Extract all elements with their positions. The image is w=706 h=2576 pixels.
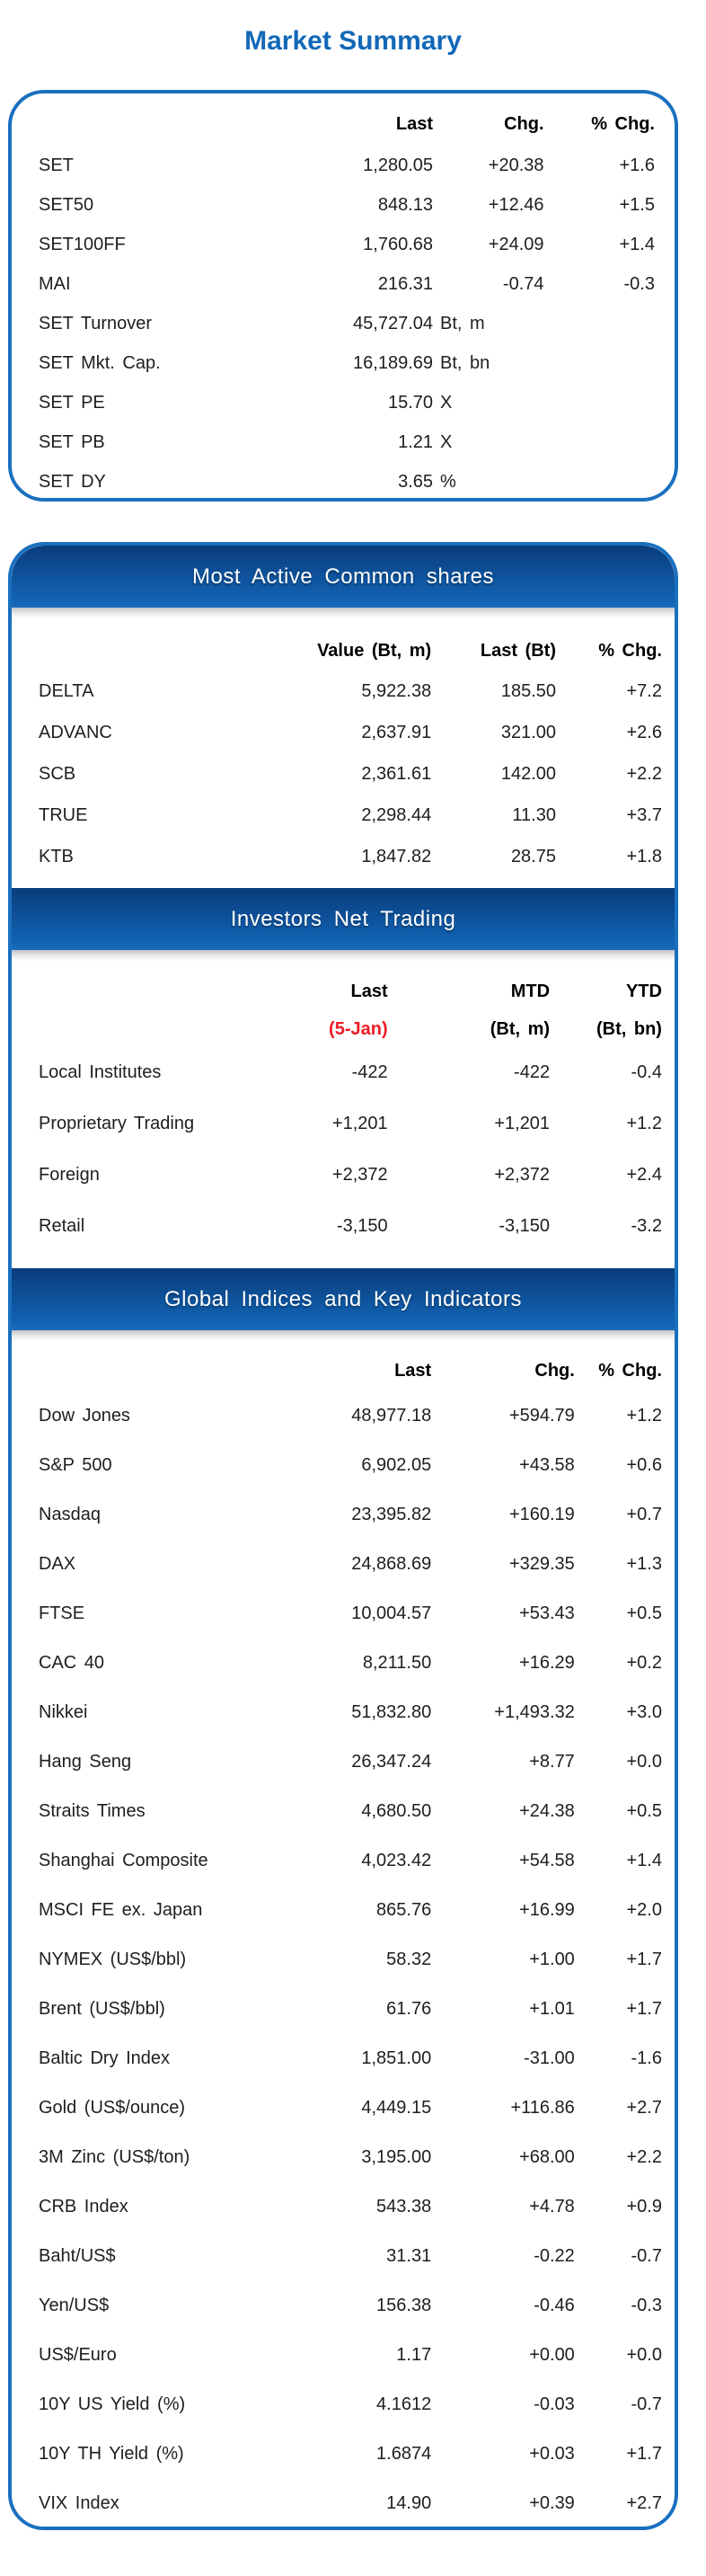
index-last: 4,680.50 bbox=[361, 1801, 432, 1821]
stock-last: 28.75 bbox=[510, 846, 556, 866]
index-last: 1.17 bbox=[396, 2345, 432, 2365]
row-chg: -0.74 bbox=[502, 273, 544, 294]
index-name: CAC 40 bbox=[39, 1653, 105, 1673]
investor-last: -3,150 bbox=[336, 1216, 388, 1236]
table-row bbox=[39, 225, 655, 264]
table-row bbox=[39, 1787, 662, 1836]
row-label: MAI bbox=[39, 273, 71, 294]
investor-mtd: -3,150 bbox=[499, 1216, 551, 1236]
index-last: 8,211.50 bbox=[362, 1653, 432, 1673]
index-pchg: +2.0 bbox=[626, 1900, 662, 1920]
stock-symbol: KTB bbox=[39, 846, 74, 866]
stock-value: 2,361.61 bbox=[361, 763, 432, 784]
index-last: 4,023.42 bbox=[361, 1851, 432, 1870]
index-name: Yen/US$ bbox=[39, 2296, 110, 2315]
header-shadow bbox=[12, 950, 675, 961]
investor-mtd: +1,201 bbox=[494, 1114, 551, 1133]
index-name: NYMEX (US$/bbl) bbox=[39, 1950, 187, 1969]
index-last: 51,832.80 bbox=[351, 1702, 432, 1722]
index-chg: +1.01 bbox=[529, 1999, 575, 2019]
index-chg: +1.00 bbox=[529, 1950, 575, 1969]
row-value: 1,760.68 bbox=[363, 234, 434, 254]
column-subheader-date: (5-Jan) bbox=[329, 1018, 388, 1039]
row-label: SET DY bbox=[39, 471, 106, 492]
index-chg: -0.22 bbox=[534, 2246, 575, 2266]
index-pchg: +2.2 bbox=[626, 2147, 662, 2167]
market-summary-report bbox=[0, 25, 706, 2530]
index-last: 865.76 bbox=[376, 1900, 432, 1920]
index-pchg: +1.3 bbox=[626, 1554, 662, 1574]
stock-value: 1,847.82 bbox=[361, 846, 432, 866]
table-row bbox=[39, 343, 655, 383]
index-chg: +43.58 bbox=[519, 1455, 575, 1475]
table-row bbox=[39, 2479, 662, 2528]
index-last: 156.38 bbox=[376, 2296, 432, 2315]
index-chg: +160.19 bbox=[508, 1505, 575, 1524]
investor-mtd: -422 bbox=[514, 1062, 551, 1082]
index-chg: +0.39 bbox=[529, 2493, 575, 2513]
index-pchg: +1.4 bbox=[626, 1851, 662, 1870]
index-name: Baht/US$ bbox=[39, 2246, 116, 2266]
investor-type: Foreign bbox=[39, 1165, 100, 1185]
index-last: 1.6874 bbox=[376, 2444, 432, 2464]
table-row bbox=[39, 264, 655, 304]
row-pchg: +1.6 bbox=[619, 155, 655, 175]
column-header-last: Last (Bt) bbox=[480, 640, 556, 661]
investor-ytd: +2.4 bbox=[626, 1165, 662, 1185]
index-chg: +16.99 bbox=[519, 1900, 575, 1920]
column-subheader-btm: (Bt, m) bbox=[490, 1018, 551, 1039]
set-summary-header-row bbox=[39, 102, 655, 146]
row-label: SET Mkt. Cap. bbox=[39, 352, 161, 373]
table-row bbox=[39, 185, 655, 225]
investors-header-row-2 bbox=[39, 1011, 662, 1047]
index-name: 3M Zinc (US$/ton) bbox=[39, 2147, 190, 2167]
row-value: 15.70 bbox=[387, 392, 434, 413]
index-pchg: +1.2 bbox=[626, 1406, 662, 1426]
index-last: 61.76 bbox=[386, 1999, 432, 2019]
most-active-rows bbox=[39, 671, 662, 877]
index-chg: +16.29 bbox=[519, 1653, 575, 1673]
row-unit: % bbox=[440, 471, 456, 492]
table-row bbox=[39, 671, 662, 712]
column-header-chg: Chg. bbox=[534, 1360, 575, 1381]
index-chg: +8.77 bbox=[529, 1752, 575, 1772]
section-header-most-active bbox=[12, 546, 675, 608]
stock-symbol: ADVANC bbox=[39, 722, 112, 742]
row-label: SET PB bbox=[39, 431, 105, 452]
investor-ytd: -3.2 bbox=[631, 1216, 662, 1236]
index-name: Dow Jones bbox=[39, 1406, 130, 1426]
index-name: Gold (US$/ounce) bbox=[39, 2098, 186, 2118]
index-pchg: -0.7 bbox=[631, 2394, 662, 2414]
column-header-mtd: MTD bbox=[510, 981, 551, 1001]
row-label: SET50 bbox=[39, 194, 94, 215]
index-last: 6,902.05 bbox=[361, 1455, 432, 1475]
index-chg: -0.46 bbox=[534, 2296, 575, 2315]
index-pchg: -0.3 bbox=[631, 2296, 662, 2315]
index-name: Shanghai Composite bbox=[39, 1851, 208, 1870]
section-title: Investors Net Trading bbox=[230, 906, 456, 931]
index-chg: +0.03 bbox=[529, 2444, 575, 2464]
table-row bbox=[39, 1589, 662, 1639]
row-unit: X bbox=[440, 431, 453, 452]
row-chg: +20.38 bbox=[488, 155, 544, 175]
stock-value: 2,637.91 bbox=[361, 722, 432, 742]
column-subheader-btbn: (Bt, bn) bbox=[596, 1018, 662, 1039]
index-name: FTSE bbox=[39, 1603, 85, 1623]
index-last: 58.32 bbox=[386, 1950, 432, 1969]
index-pchg: +1.7 bbox=[626, 2444, 662, 2464]
investors-rows bbox=[39, 1047, 662, 1252]
stock-value: 2,298.44 bbox=[361, 804, 432, 825]
index-name: US$/Euro bbox=[39, 2345, 117, 2365]
table-row bbox=[39, 304, 655, 343]
index-pchg: +0.5 bbox=[626, 1801, 662, 1821]
investor-type: Retail bbox=[39, 1216, 85, 1236]
investor-ytd: -0.4 bbox=[631, 1062, 662, 1082]
table-row bbox=[39, 1639, 662, 1688]
table-row bbox=[39, 1441, 662, 1490]
table-row bbox=[39, 2331, 662, 2380]
row-value: 3.65 bbox=[398, 471, 434, 492]
market-report-card bbox=[8, 542, 678, 2530]
row-value: 16,189.69 bbox=[353, 352, 434, 373]
stock-last: 142.00 bbox=[500, 763, 556, 784]
table-row bbox=[39, 1391, 662, 1441]
index-last: 26,347.24 bbox=[351, 1752, 432, 1772]
index-chg: -31.00 bbox=[524, 2048, 575, 2068]
index-name: CRB Index bbox=[39, 2197, 128, 2216]
row-label: SET100FF bbox=[39, 234, 126, 254]
stock-last: 11.30 bbox=[512, 804, 556, 825]
investor-type: Proprietary Trading bbox=[39, 1114, 195, 1133]
row-label: SET Turnover bbox=[39, 313, 153, 333]
index-pchg: +0.7 bbox=[626, 1505, 662, 1524]
index-name: Baltic Dry Index bbox=[39, 2048, 171, 2068]
table-row bbox=[39, 1098, 662, 1150]
table-row bbox=[39, 2429, 662, 2479]
column-header-last: Last bbox=[395, 113, 434, 134]
column-header-chg: Chg. bbox=[504, 113, 544, 134]
column-header-last: Last bbox=[350, 981, 388, 1001]
table-row bbox=[39, 795, 662, 836]
table-row bbox=[39, 1540, 662, 1589]
row-unit: Bt, m bbox=[440, 313, 485, 333]
investors-table bbox=[12, 961, 675, 1268]
stock-last: 185.50 bbox=[500, 680, 556, 701]
row-pchg: +1.5 bbox=[619, 194, 655, 215]
stock-pchg: +2.6 bbox=[626, 722, 662, 742]
index-last: 4.1612 bbox=[376, 2394, 432, 2414]
table-row bbox=[39, 2133, 662, 2182]
index-chg: +24.38 bbox=[519, 1801, 575, 1821]
table-row bbox=[39, 2083, 662, 2133]
index-name: 10Y US Yield (%) bbox=[39, 2394, 186, 2414]
index-pchg: +2.7 bbox=[626, 2098, 662, 2118]
table-row bbox=[39, 1201, 662, 1252]
stock-value: 5,922.38 bbox=[361, 680, 432, 701]
section-header-investors bbox=[12, 888, 675, 950]
table-row bbox=[39, 1047, 662, 1098]
table-row bbox=[39, 1886, 662, 1935]
index-last: 543.38 bbox=[376, 2197, 432, 2216]
stock-last: 321.00 bbox=[500, 722, 556, 742]
section-title: Most Active Common shares bbox=[192, 564, 494, 589]
index-last: 14.90 bbox=[386, 2493, 432, 2513]
stock-symbol: TRUE bbox=[39, 804, 88, 825]
table-row bbox=[39, 1737, 662, 1787]
index-name: S&P 500 bbox=[39, 1455, 112, 1475]
row-chg: +24.09 bbox=[488, 234, 544, 254]
section-header-global-indices bbox=[12, 1268, 675, 1330]
row-unit: Bt, bn bbox=[440, 352, 490, 373]
index-name: DAX bbox=[39, 1554, 76, 1574]
row-label: SET bbox=[39, 155, 74, 175]
investor-last: -422 bbox=[351, 1062, 388, 1082]
column-header-pchg: % Chg. bbox=[598, 1360, 662, 1381]
row-chg: +12.46 bbox=[488, 194, 544, 215]
row-value: 1.21 bbox=[398, 431, 434, 452]
index-chg: +594.79 bbox=[508, 1406, 575, 1426]
index-pchg: +1.7 bbox=[626, 1999, 662, 2019]
column-header-pchg: % Chg. bbox=[598, 640, 662, 661]
index-pchg: +0.0 bbox=[626, 2345, 662, 2365]
table-row bbox=[39, 712, 662, 753]
index-pchg: +0.0 bbox=[626, 1752, 662, 1772]
table-row bbox=[39, 1688, 662, 1737]
row-value: 848.13 bbox=[377, 194, 434, 215]
row-value: 45,727.04 bbox=[353, 313, 434, 333]
row-unit: X bbox=[440, 392, 453, 413]
table-row bbox=[39, 753, 662, 795]
index-chg: +53.43 bbox=[519, 1603, 575, 1623]
index-last: 3,195.00 bbox=[361, 2147, 432, 2167]
index-pchg: +2.7 bbox=[626, 2493, 662, 2513]
index-name: Hang Seng bbox=[39, 1752, 132, 1772]
set-summary-card bbox=[8, 90, 678, 502]
index-pchg: -1.6 bbox=[631, 2048, 662, 2068]
set-summary-rows bbox=[39, 146, 655, 502]
stock-pchg: +7.2 bbox=[626, 680, 662, 701]
most-active-table bbox=[12, 618, 675, 888]
table-row bbox=[39, 2034, 662, 2083]
table-row bbox=[39, 1985, 662, 2034]
index-pchg: +0.9 bbox=[626, 2197, 662, 2216]
index-name: MSCI FE ex. Japan bbox=[39, 1900, 203, 1920]
index-last: 1,851.00 bbox=[361, 2048, 432, 2068]
index-pchg: +0.2 bbox=[626, 1653, 662, 1673]
global-indices-table bbox=[12, 1341, 675, 2528]
table-row bbox=[39, 1150, 662, 1201]
stock-pchg: +1.8 bbox=[626, 846, 662, 866]
stock-pchg: +3.7 bbox=[626, 804, 662, 825]
global-indices-rows bbox=[39, 1391, 662, 2528]
index-chg: +54.58 bbox=[519, 1851, 575, 1870]
investor-ytd: +1.2 bbox=[626, 1114, 662, 1133]
header-shadow bbox=[12, 1330, 675, 1341]
index-chg: +329.35 bbox=[508, 1554, 575, 1574]
index-chg: +68.00 bbox=[519, 2147, 575, 2167]
table-row bbox=[39, 2380, 662, 2429]
investor-mtd: +2,372 bbox=[494, 1165, 551, 1185]
index-name: Nikkei bbox=[39, 1702, 88, 1722]
investor-last: +2,372 bbox=[331, 1165, 388, 1185]
table-row bbox=[39, 2232, 662, 2281]
table-row bbox=[39, 2182, 662, 2232]
index-name: VIX Index bbox=[39, 2493, 119, 2513]
column-header-ytd: YTD bbox=[625, 981, 662, 1001]
stock-pchg: +2.2 bbox=[626, 763, 662, 784]
index-chg: +116.86 bbox=[510, 2098, 575, 2118]
index-chg: +4.78 bbox=[529, 2197, 575, 2216]
index-last: 10,004.57 bbox=[351, 1603, 432, 1623]
table-row bbox=[39, 1935, 662, 1985]
table-row bbox=[39, 146, 655, 185]
index-pchg: +0.6 bbox=[626, 1455, 662, 1475]
index-last: 4,449.15 bbox=[361, 2098, 432, 2118]
index-last: 24,868.69 bbox=[351, 1554, 432, 1574]
index-chg: +1,493.32 bbox=[494, 1702, 575, 1722]
column-header-last: Last bbox=[394, 1360, 432, 1381]
index-pchg: -0.7 bbox=[631, 2246, 662, 2266]
index-last: 31.31 bbox=[386, 2246, 432, 2266]
row-pchg: +1.4 bbox=[619, 234, 655, 254]
row-label: SET PE bbox=[39, 392, 105, 413]
row-value: 216.31 bbox=[377, 273, 434, 294]
index-pchg: +1.7 bbox=[626, 1950, 662, 1969]
column-header-value: Value (Bt, m) bbox=[317, 640, 432, 661]
investor-last: +1,201 bbox=[331, 1114, 388, 1133]
index-last: 23,395.82 bbox=[351, 1505, 432, 1524]
column-header-pchg: % Chg. bbox=[591, 113, 655, 134]
table-row bbox=[39, 2281, 662, 2331]
most-active-header-row bbox=[39, 631, 662, 671]
section-title: Global Indices and Key Indicators bbox=[163, 1286, 523, 1311]
index-name: Brent (US$/bbl) bbox=[39, 1999, 165, 2019]
table-row bbox=[39, 383, 655, 422]
table-row bbox=[39, 836, 662, 877]
index-chg: -0.03 bbox=[534, 2394, 575, 2414]
stock-symbol: SCB bbox=[39, 763, 76, 784]
index-name: Straits Times bbox=[39, 1801, 146, 1821]
index-name: 10Y TH Yield (%) bbox=[39, 2444, 184, 2464]
stock-symbol: DELTA bbox=[39, 680, 94, 701]
page-title: Market Summary bbox=[244, 26, 462, 56]
table-row bbox=[39, 1490, 662, 1540]
table-row bbox=[39, 422, 655, 462]
header-shadow bbox=[12, 608, 675, 618]
index-pchg: +0.5 bbox=[626, 1603, 662, 1623]
index-last: 48,977.18 bbox=[351, 1406, 432, 1426]
index-pchg: +3.0 bbox=[626, 1702, 662, 1722]
investors-header-row-1 bbox=[39, 972, 662, 1011]
row-value: 1,280.05 bbox=[363, 155, 434, 175]
global-indices-header-row bbox=[39, 1350, 662, 1391]
row-pchg: -0.3 bbox=[623, 273, 655, 294]
index-chg: +0.00 bbox=[529, 2345, 575, 2365]
table-row bbox=[39, 462, 655, 502]
table-row bbox=[39, 1836, 662, 1886]
index-name: Nasdaq bbox=[39, 1505, 101, 1524]
investor-type: Local Institutes bbox=[39, 1062, 162, 1082]
